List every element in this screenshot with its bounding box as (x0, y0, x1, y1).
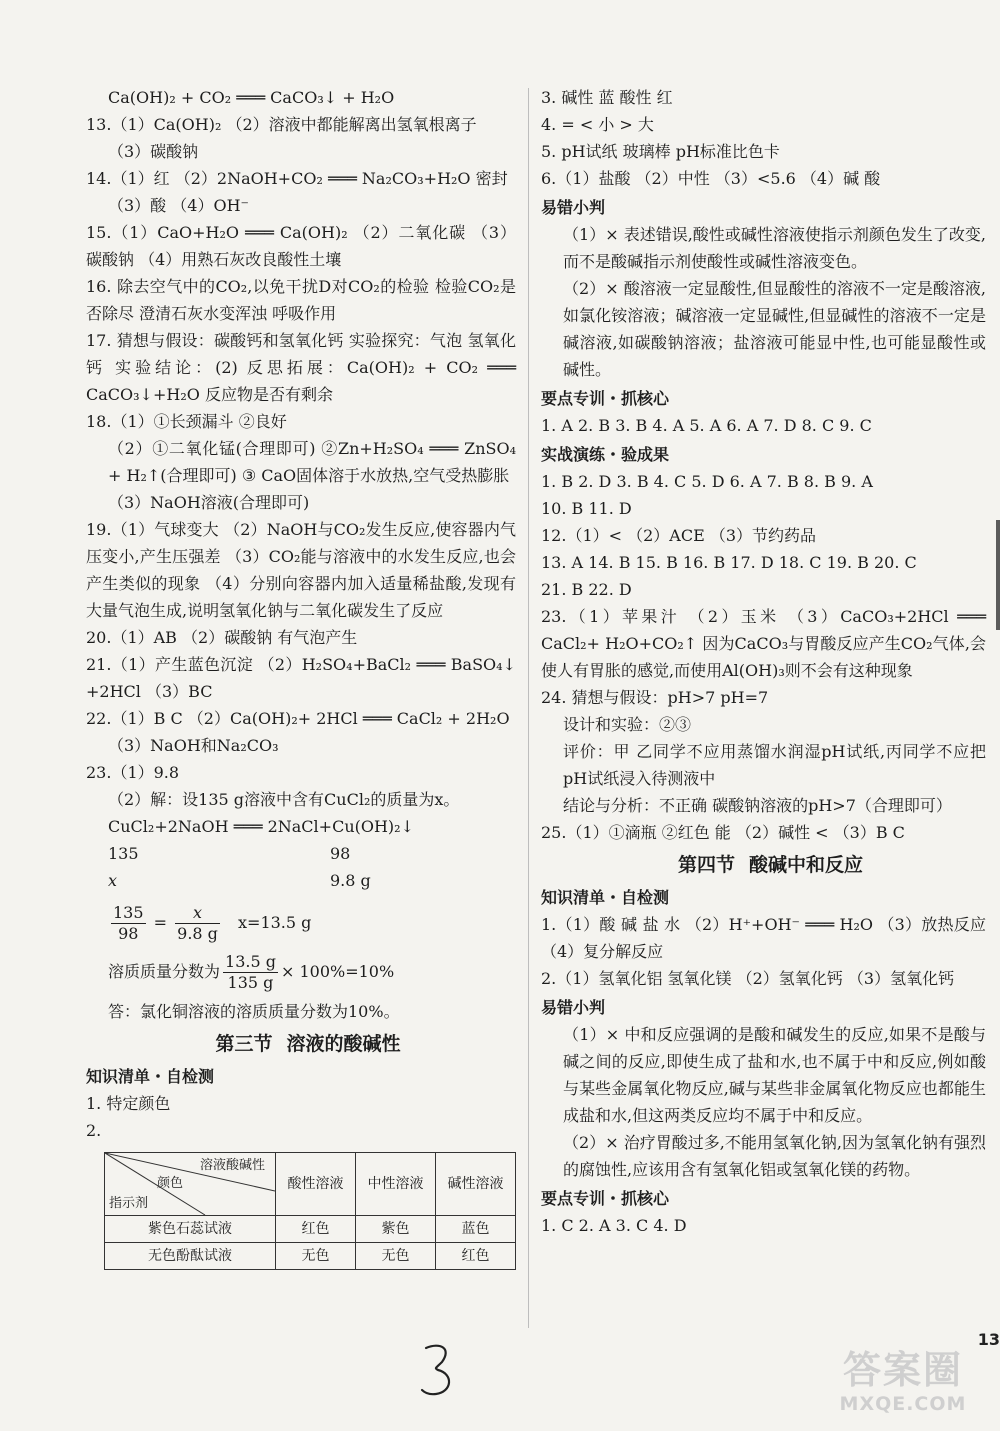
watermark-url: MXQE.COM (839, 1393, 967, 1415)
page-number: 13 (977, 1330, 1000, 1349)
answer-14: 14.（1）红 （2）2NaOH+CO₂ ═══ Na₂CO₃+H₂O 密封 (86, 169, 508, 188)
mass-fraction (86, 946, 516, 998)
table-cell: 红色 (436, 1243, 516, 1270)
denominator: 98 (118, 924, 139, 943)
table-cell: 无色 (356, 1243, 436, 1270)
answer-20: 20.（1）AB （2）碳酸钠 有气泡产生 (86, 628, 358, 647)
answer-19: 19.（1）气球变大 （2）NaOH与CO₂发生反应,使容器内气压变小,产生压强差 （3）CO₂能与溶液中的水发生反应,也会产生类似的现象 （4）分别向容器内加入适量稀盐酸,发现有大量气泡生成,说明氢氧化钠与二氧化碳发生了反应 (86, 520, 516, 620)
answer-line: 1. B 2. D 3. B 4. C 5. D 6. A 7. B 8. B 9. A (541, 472, 873, 491)
row-label: 紫色石蕊试液 (105, 1216, 276, 1243)
answer-24: 24. 猜想与假设：pH>7 pH=7 (541, 688, 769, 707)
answer-16: 16. 除去空气中的CO₂,以免干扰D对CO₂的检验 检验CO₂是否除尽 澄清石灰水变浑浊 呼吸作用 (86, 277, 516, 323)
answer-line: 10. B 11. D (541, 499, 632, 518)
result: x=13.5 g (238, 913, 312, 932)
numerator: 13.5 g (225, 952, 276, 971)
numerator: 135 (113, 903, 144, 922)
heading: 易错小判 (541, 198, 606, 217)
answer-line: 2. (86, 1121, 102, 1140)
calc-row (86, 867, 516, 894)
column-header: 中性溶液 (356, 1153, 436, 1216)
answer-line: 评价：甲 乙同学不应用蒸馏水润湿pH试纸,丙同学不应把pH试纸浸入待测液中 (563, 742, 986, 788)
column-header: 酸性溶液 (276, 1153, 356, 1216)
answer-23: 23.（1）9.8 (86, 763, 180, 782)
table-cell: 紫色 (356, 1216, 436, 1243)
answer-line: 设计和实验：②③ (563, 715, 692, 734)
answer-17: 17. 猜想与假设：碳酸钙和氢氧化钙 实验探究：气泡 氢氧化钙 实验结论：(2) 反思拓展：Ca(OH)₂ + CO₂ ═══ CaCO₃↓+H₂O 反应物是否有剩余 (86, 331, 516, 404)
answer-2: 2.（1）氢氧化铝 氢氧化镁 （2）氢氧化钙 （3）氢氧化钙 (541, 969, 955, 988)
section-name: 酸碱中和反应 (749, 854, 864, 876)
judge-1: （1）× 中和反应强调的是酸和碱发生的反应,如果不是酸与碱之间的反应,即使生成了盐和水,也不属于中和反应,例如酸与某些金属氧化物反应,碱与某些非金属氧化物反应也都能生成盐和水,但这两类反应均不属于中和反应。 (563, 1025, 986, 1125)
indicator-table (104, 1152, 516, 1270)
right-column (541, 84, 986, 1239)
label: 溶质质量分数为 (108, 962, 221, 981)
section-title (86, 1027, 516, 1061)
answer-3: 3. 碱性 蓝 酸性 红 (541, 88, 673, 107)
watermark-text: 答案圈 (842, 1348, 963, 1392)
equation: CuCl₂+2NaOH ═══ 2NaCl+Cu(OH)₂↓ (108, 817, 414, 836)
heading: 实战演练・验成果 (541, 445, 670, 464)
row-label: 无色酚酞试液 (105, 1243, 276, 1270)
proportion: $\frac{135}{98}$ = $\frac{x}{9.8 g}$ x=13.5 g (113, 903, 312, 943)
answer-25: 25.（1）①滴瓶 ②红色 能 （2）碱性 < （3）B C (541, 823, 905, 842)
heading: 知识清单・自检测 (86, 1067, 215, 1086)
diagonal-header-cell (105, 1153, 276, 1216)
answer-line: （2）①二氧化锰(合理即可) ②Zn+H₂SO₄ ═══ ZnSO₄ + H₂↑(合理即可) ③ CaO固体溶于水放热,空气受热膨胀 (108, 439, 516, 485)
section-title (541, 848, 986, 882)
answer-6: 6.（1）盐酸 （2）中性 （3）<5.6 （4）碱 酸 (541, 169, 881, 188)
answer-line: 1. 特定颜色 (86, 1094, 171, 1113)
section-number: 第三节 (215, 1033, 273, 1055)
answer-line: 21. B 22. D (541, 580, 632, 599)
calc-value: 9.8 g (330, 871, 371, 890)
table-cell: 红色 (276, 1216, 356, 1243)
fraction (175, 903, 220, 944)
answer-line: （3）NaOH溶液(合理即可) (108, 493, 310, 512)
judge-1: （1）× 表述错误,酸性或碱性溶液使指示剂颜色发生了改变,而不是酸碱指示剂使酸性或碱性溶液变色。 (563, 225, 986, 271)
calc-value: x (108, 871, 118, 890)
heading: 知识清单・自检测 (541, 888, 670, 907)
denominator: 9.8 g (177, 924, 218, 943)
handwritten-mark (418, 1340, 458, 1400)
answer-line: （3）NaOH和Na₂CO₃ (108, 736, 279, 755)
section-number: 第四节 (677, 854, 735, 876)
heading: 要点专训・抓核心 (541, 389, 670, 408)
judge-2: （2）× 治疗胃酸过多,不能用氢氧化钠,因为氢氧化钠有强烈的腐蚀性,应该用含有氢氧化铝或氢氧化镁的药物。 (563, 1133, 986, 1179)
header-label: 溶液酸碱性 (199, 1158, 265, 1173)
column-header: 碱性溶液 (436, 1153, 516, 1216)
watermark (810, 1348, 996, 1416)
answer-13: 13.（1）Ca(OH)₂ （2）溶液中都能解离出氢氧根离子 (86, 115, 477, 134)
calc-value: 135 (108, 844, 139, 863)
fraction (223, 952, 278, 993)
answer-5: 5. pH试纸 玻璃棒 pH标准比色卡 (541, 142, 780, 161)
judge-2: （2）× 酸溶液一定显酸性,但显酸性的溶液不一定是酸溶液,如氯化铵溶液；碱溶液一定显碱性,但显碱性的溶液不一定是碱溶液,如碳酸钠溶液；盐溶液可能显中性,也可能显酸性或碱性。 (563, 279, 986, 379)
header-label: 颜色 (157, 1176, 184, 1191)
answer-15: 15.（1）CaO+H₂O ═══ Ca(OH)₂ （2）二氧化碳 （3）碳酸钠 （4）用熟石灰改良酸性土壤 (86, 223, 516, 269)
calc-row (86, 840, 516, 867)
answer-18: 18.（1）①长颈漏斗 ②良好 (86, 412, 287, 431)
answer-22: 22.（1）B C （2）Ca(OH)₂+ 2HCl ═══ CaCl₂ + 2H₂O (86, 709, 510, 728)
answer-4: 4. = < 小 > 大 (541, 115, 654, 134)
answer-12: 12.（1）< （2）ACE （3）节约药品 (541, 526, 817, 545)
binding-edge (996, 520, 1000, 630)
answer-line: 13. A 14. B 15. B 16. B 17. D 18. C 19. B 20. C (541, 553, 917, 572)
heading: 要点专训・抓核心 (541, 1189, 670, 1208)
heading: 易错小判 (541, 998, 606, 1017)
answer-1: 1.（1）酸 碱 盐 水 （2）H⁺+OH⁻ ═══ H₂O （3）放热反应 （4）复分解反应 (541, 915, 986, 961)
calc-value: 98 (330, 844, 351, 863)
answer-line: 1. C 2. A 3. C 4. D (541, 1216, 687, 1235)
answer-line: 结论与分析：不正确 碳酸钠溶液的pH>7（合理即可） (563, 796, 952, 815)
answer-21: 21.（1）产生蓝色沉淀 （2）H₂SO₄+BaCl₂ ═══ BaSO₄↓ +2HCl （3）BC (86, 655, 516, 701)
table-header-row (105, 1153, 516, 1216)
final-answer: 答：氯化铜溶液的溶质质量分数为10%。 (108, 1002, 400, 1021)
left-column (86, 84, 516, 1270)
result: × 100%=10% (280, 962, 395, 981)
answer-line: （2）解：设135 g溶液中含有CuCl₂的质量为x。 (108, 790, 460, 809)
answer-23: 23.（1）苹果汁 （2）玉米 （3）CaCO₃+2HCl ═══ CaCl₂+ H₂O+CO₂↑ 因为CaCO₃与胃酸反应产生CO₂气体,会使人有胃胀的感觉,而使用Al(OH)₃则不会有这种现象 (541, 607, 986, 680)
table-cell: 无色 (276, 1243, 356, 1270)
answer-line: （3）碳酸钠 (108, 142, 199, 161)
table-row (105, 1243, 516, 1270)
column-divider (528, 88, 529, 1328)
numerator: x (175, 903, 220, 924)
header-label: 指示剂 (109, 1196, 149, 1211)
denominator: 135 g (227, 973, 274, 992)
table-cell: 蓝色 (436, 1216, 516, 1243)
answer-line: （3）酸 （4）OH⁻ (108, 196, 249, 215)
fraction (111, 903, 146, 944)
section-name: 溶液的酸碱性 (286, 1033, 401, 1055)
answer-line: Ca(OH)₂ + CO₂ ═══ CaCO₃↓ + H₂O (108, 88, 395, 107)
answer-line: 1. A 2. B 3. B 4. A 5. A 6. A 7. D 8. C 9. C (541, 416, 872, 435)
table-row (105, 1216, 516, 1243)
